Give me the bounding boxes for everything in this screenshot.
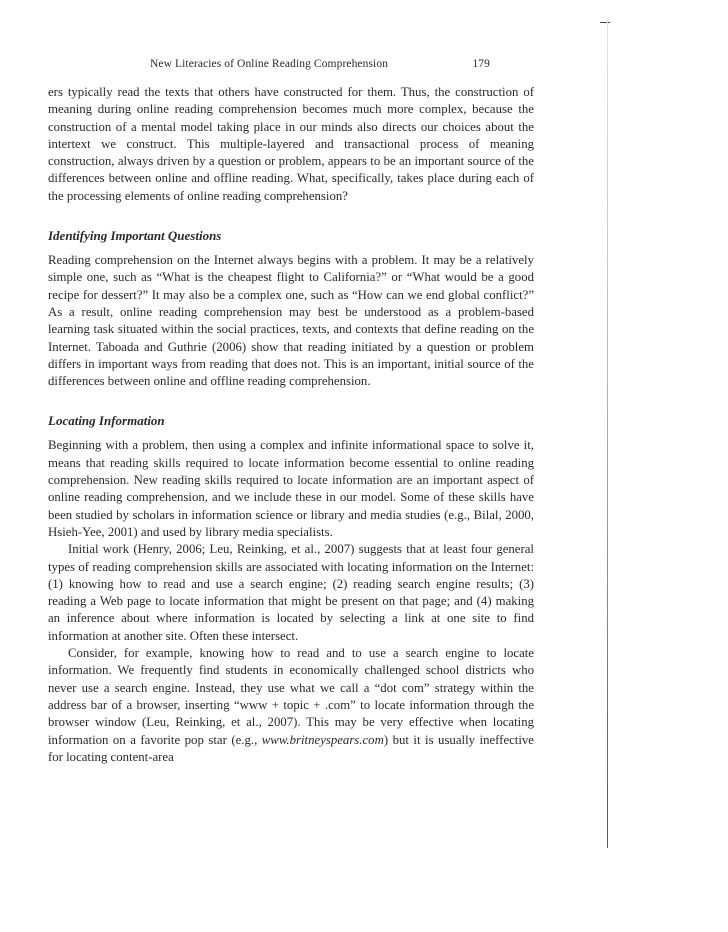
example-url: www.britneyspears.com <box>261 732 384 747</box>
page-number: 179 <box>472 58 490 70</box>
scan-edge-line <box>607 18 608 848</box>
page-body <box>48 84 534 766</box>
paragraph3-text-start: Consider, for example, knowing how to read and to use a search engine to locate information. We frequently find students in economically challenged school districts who never use a search engine. Instead, they use what we call a “dot com” strategy within the address bar of a browser, inserting “www + topic + .com” to locate information through the browser window (Leu, Reinking, et al., 2007). This may be very effective when locating information on a favorite pop star (e.g., <box>48 646 534 747</box>
scan-edge-artifact <box>598 18 616 848</box>
section-heading-locating-information: Locating Information <box>48 413 165 429</box>
intro-paragraph: ers typically read the texts that others have constructed for them. Thus, the construction of meaning during online reading comprehension becomes much more complex, because the construction of a mental model taking place in our minds also directs our choices about the intertext we construct. This multiple-layered and transactional process of meaning construction, always driven by a question or problem, appears to be an important source of the differences between online and offline reading. What, specifically, takes place during each of the processing elements of online reading comprehension? <box>48 85 534 203</box>
section2-paragraph-1: Beginning with a problem, then using a complex and infinite informational space to solve it, means that reading skills required to locate information become essential to online reading comprehension. New reading skills required to locate information are an important aspect of online reading comprehension, and we include these in our model. Some of these skills have been studied by scholars in information science or library and media studies (e.g., Bilal, 2000, Hsieh-Yee, 2001) and used by library media specialists. <box>48 438 534 539</box>
section2-paragraph-3 <box>48 645 534 766</box>
section1-paragraph: Reading comprehension on the Internet always begins with a problem. It may be a relatively simple one, such as “What is the cheapest flight to California?” or “What would be a good recipe for dessert?” It may also be a complex one, such as “How can we end global conflict?” As a result, online reading comprehension may best be understood as a problem-based learning task situated within the social practices, texts, and contexts that define reading on the Internet. Taboada and Guthrie (2006) show that reading initiated by a question or problem differs in important ways from reading that does not. This is an important, initial source of the differences between online and offline reading comprehension. <box>48 253 534 389</box>
section-heading-identifying-questions: Identifying Important Questions <box>48 228 222 244</box>
paragraph3-text-end: ) but it is usually ineffective for locating content-area <box>48 732 534 764</box>
running-header-title: New Literacies of Online Reading Comprehension <box>150 58 389 70</box>
section2-paragraph-2: Initial work (Henry, 2006; Leu, Reinking, et al., 2007) suggests that at least four general types of reading comprehension skills are associated with locating information on the Internet: (1) knowing how to read and use a search engine; (2) reading search engine results; (3) reading a Web page to locate information that might be present on that page; and (4) making an inference about where information is located by selecting a link at one site to find information at another site. Often these intersect. <box>48 542 534 643</box>
scan-edge-tick <box>600 22 610 23</box>
